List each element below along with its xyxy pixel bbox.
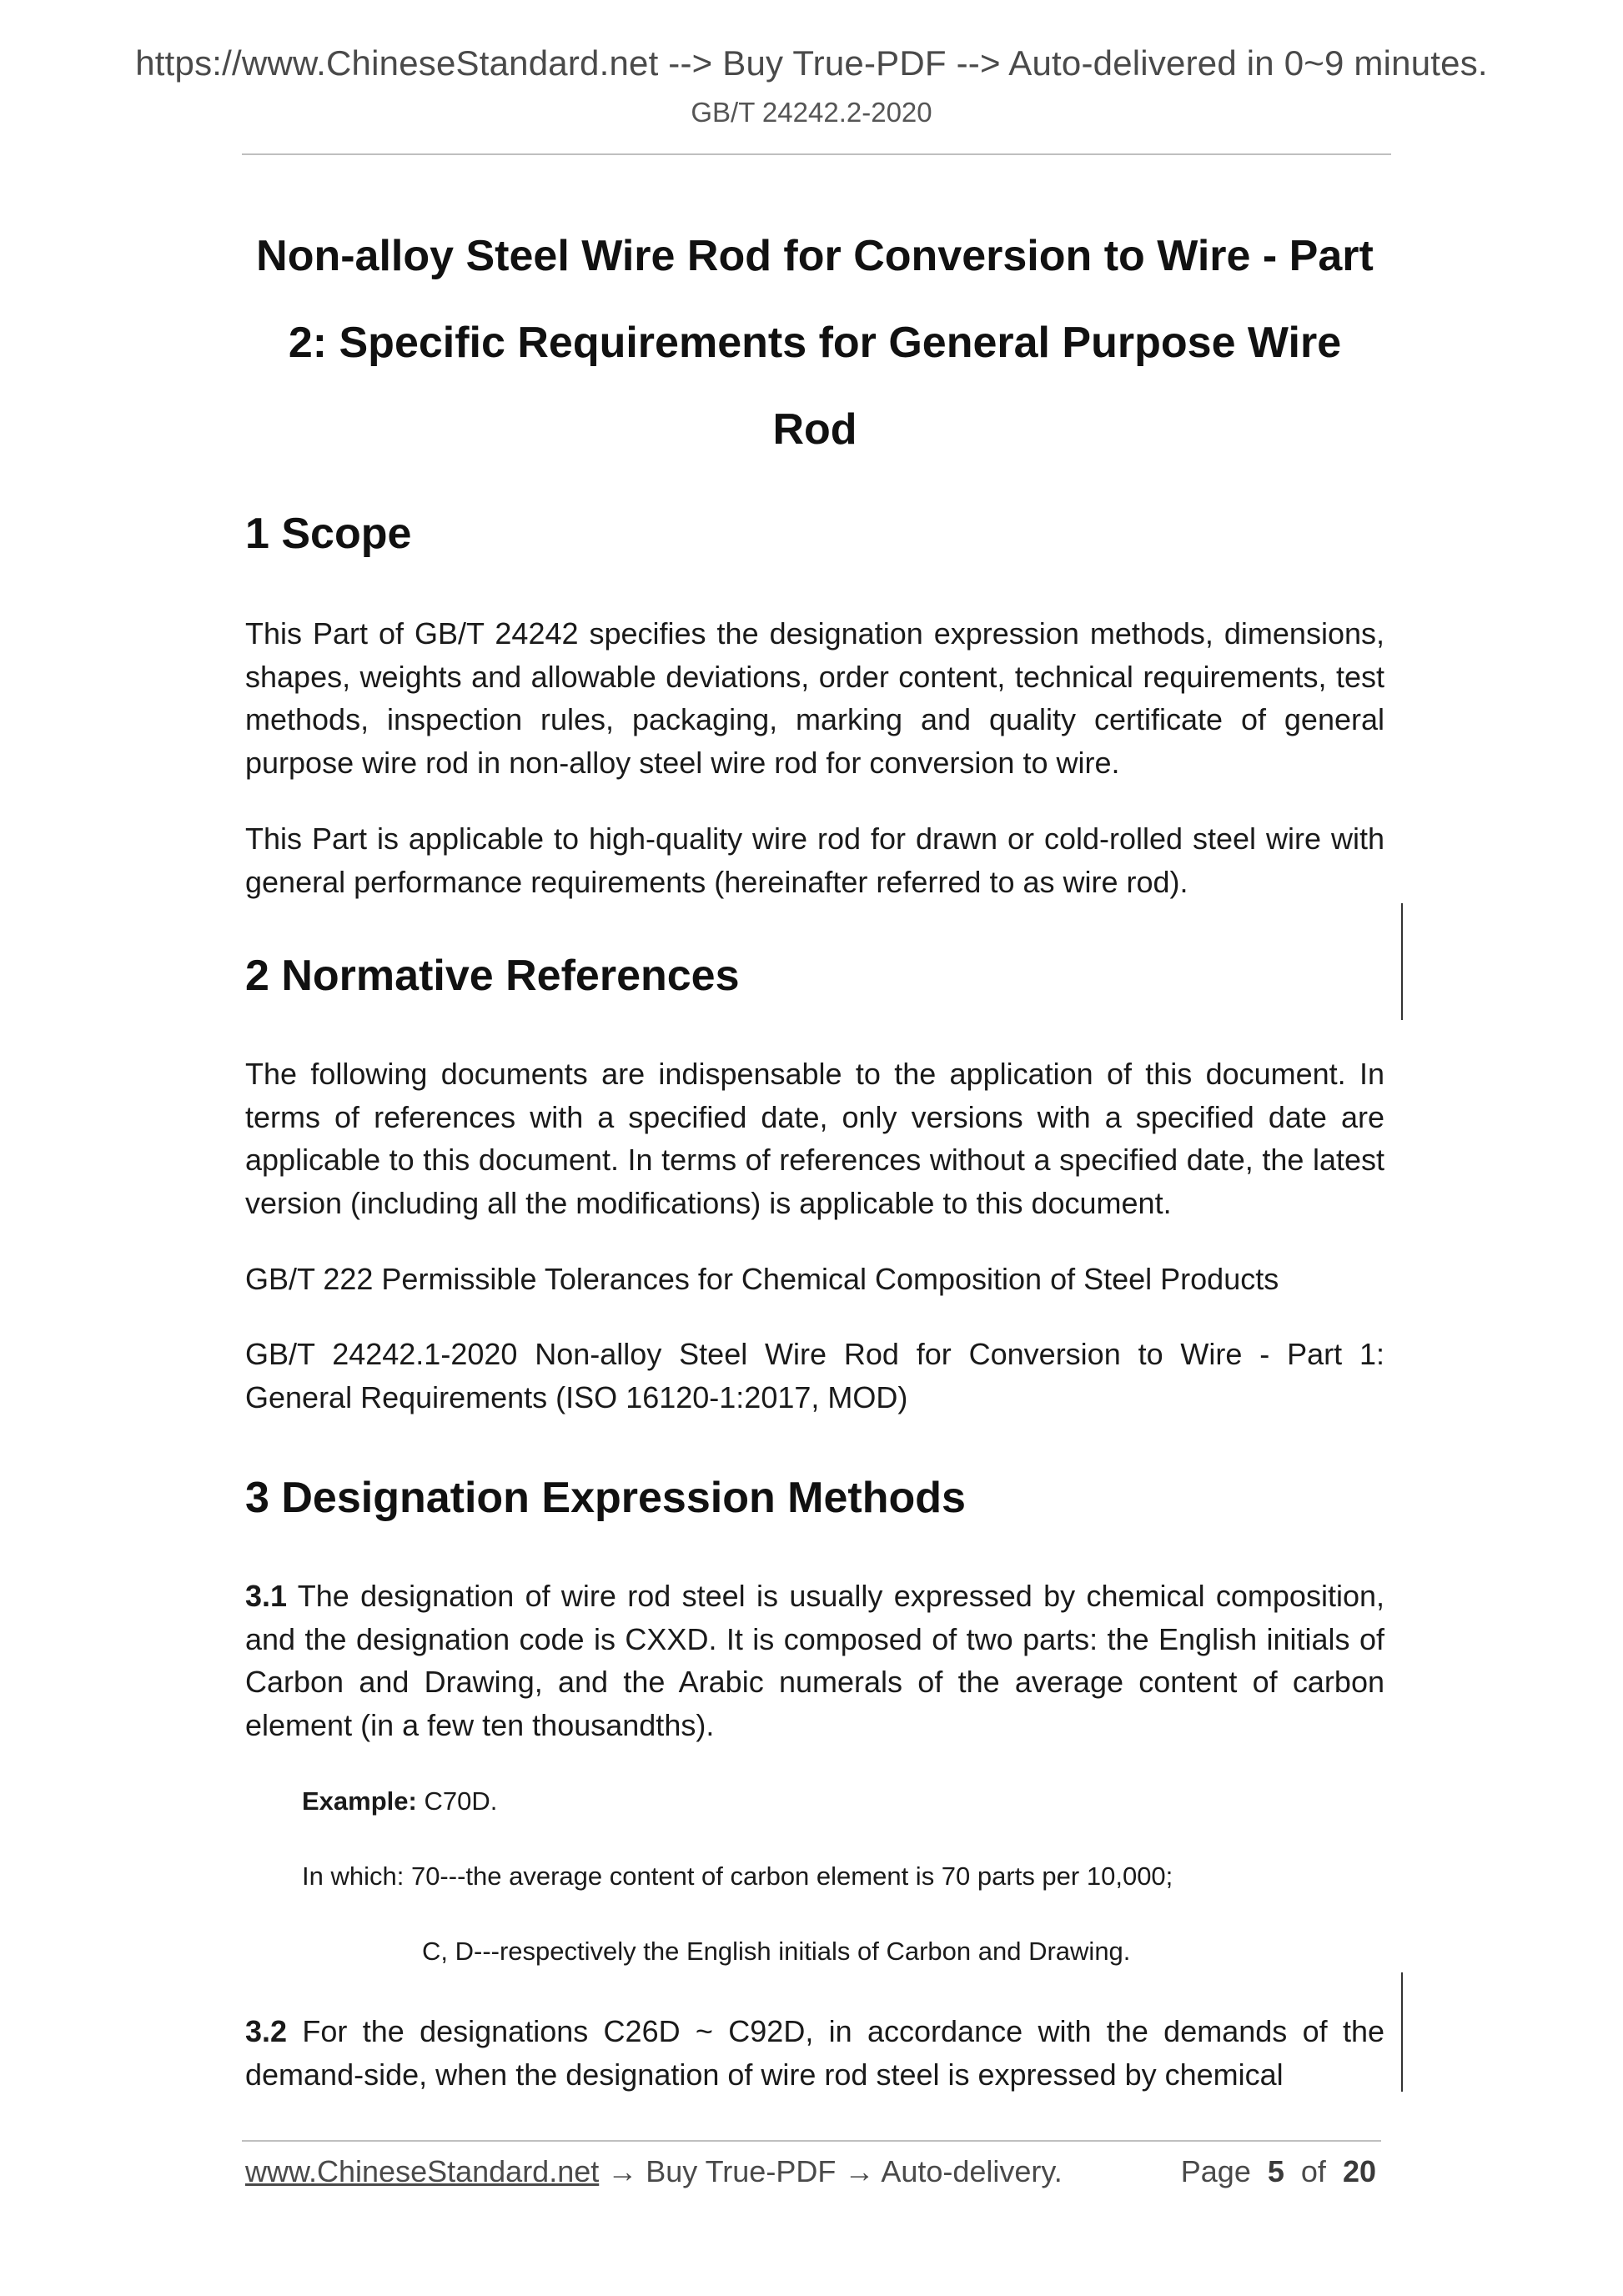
footer-divider [242, 2140, 1381, 2142]
in-which-line: In which: 70---the average content of carbon element is 70 parts per 10,000; [302, 1861, 1173, 1891]
clause-3-1-number: 3.1 [245, 1579, 288, 1613]
header-url-line: https://www.ChineseStandard.net --> Buy True-PDF --> Auto-delivered in 0~9 minutes. [135, 43, 1488, 83]
header-standard-number: GB/T 24242.2-2020 [691, 97, 932, 128]
normative-reference-2: GB/T 24242.1-2020 Non-alloy Steel Wire Rod for Conversion to Wire - Part 1: General Requirements (ISO 16120-1:2017, MOD) [245, 1337, 1384, 1414]
title-line-3: Rod [772, 405, 857, 454]
footer [245, 2154, 1376, 2189]
example-label: Example: [302, 1786, 417, 1816]
page-total: 20 [1342, 2154, 1376, 2188]
clause-3-2-number: 3.2 [245, 2014, 288, 2048]
page-current: 5 [1267, 2154, 1284, 2188]
cd-initials-line: C, D---respectively the English initials of Carbon and Drawing. [422, 1937, 1131, 1966]
section-heading-designation: 3 Designation Expression Methods [245, 1474, 966, 1522]
title-line-1: Non-alloy Steel Wire Rod for Conversion to Wire - Part [256, 232, 1374, 280]
section-heading-normative-references: 2 Normative References [245, 952, 740, 1000]
scope-paragraph-2: This Part is applicable to high-quality wire rod for drawn or cold-rolled steel wire with general performance requirements (hereinafter referred to as wire rod). [245, 821, 1384, 899]
clause-3-2-text: For the designations C26D ~ C92D, in accordance with the demands of the demand-side, when the designation of wire rod steel is expressed by chemical [245, 2014, 1384, 2092]
header-divider [242, 153, 1391, 155]
example-line [302, 1785, 497, 1818]
clause-3-1-text: The designation of wire rod steel is usually expressed by chemical composition, and the designation code is CXXD. It is composed of two parts: the English initials of Carbon and Drawing, and the Arabic numerals of the average content of carbon element (in a few ten thousandths). [245, 1579, 1384, 1742]
section-heading-scope: 1 Scope [245, 510, 412, 558]
document-title [245, 213, 1384, 473]
scope-paragraph-1: This Part of GB/T 24242 specifies the designation expression methods, dimensions, shapes, weights and allowable deviations, order content, technical requirements, test methods, inspection rules, packaging, marking and quality certificate of general purpose wire rod in non-alloy steel wire rod for conversion to wire. [245, 616, 1384, 780]
footer-site-link[interactable]: www.ChineseStandard.net [245, 2154, 600, 2188]
margin-change-bar [1401, 903, 1403, 1020]
clause-3-2 [245, 2010, 1384, 2096]
example-value: C70D. [416, 1786, 498, 1816]
page-label: Page [1180, 2154, 1251, 2188]
clause-3-1 [245, 1575, 1384, 1746]
page-indicator [1181, 2154, 1376, 2189]
margin-change-bar [1401, 1972, 1403, 2092]
normative-reference-1: GB/T 222 Permissible Tolerances for Chemical Composition of Steel Products [245, 1262, 1279, 1296]
page-of: of [1300, 2154, 1326, 2188]
title-line-2: 2: Specific Requirements for General Purpose Wire [288, 319, 1342, 367]
footer-tagline: → Buy True-PDF → Auto-delivery. [599, 2154, 1063, 2188]
normative-paragraph-1: The following documents are indispensable to the application of this document. In terms of references with a specified date, only versions with a specified date are applicable to this document. In terms of references without a specified date, the latest version (including all the modifications) is applicable to this document. [245, 1057, 1384, 1220]
